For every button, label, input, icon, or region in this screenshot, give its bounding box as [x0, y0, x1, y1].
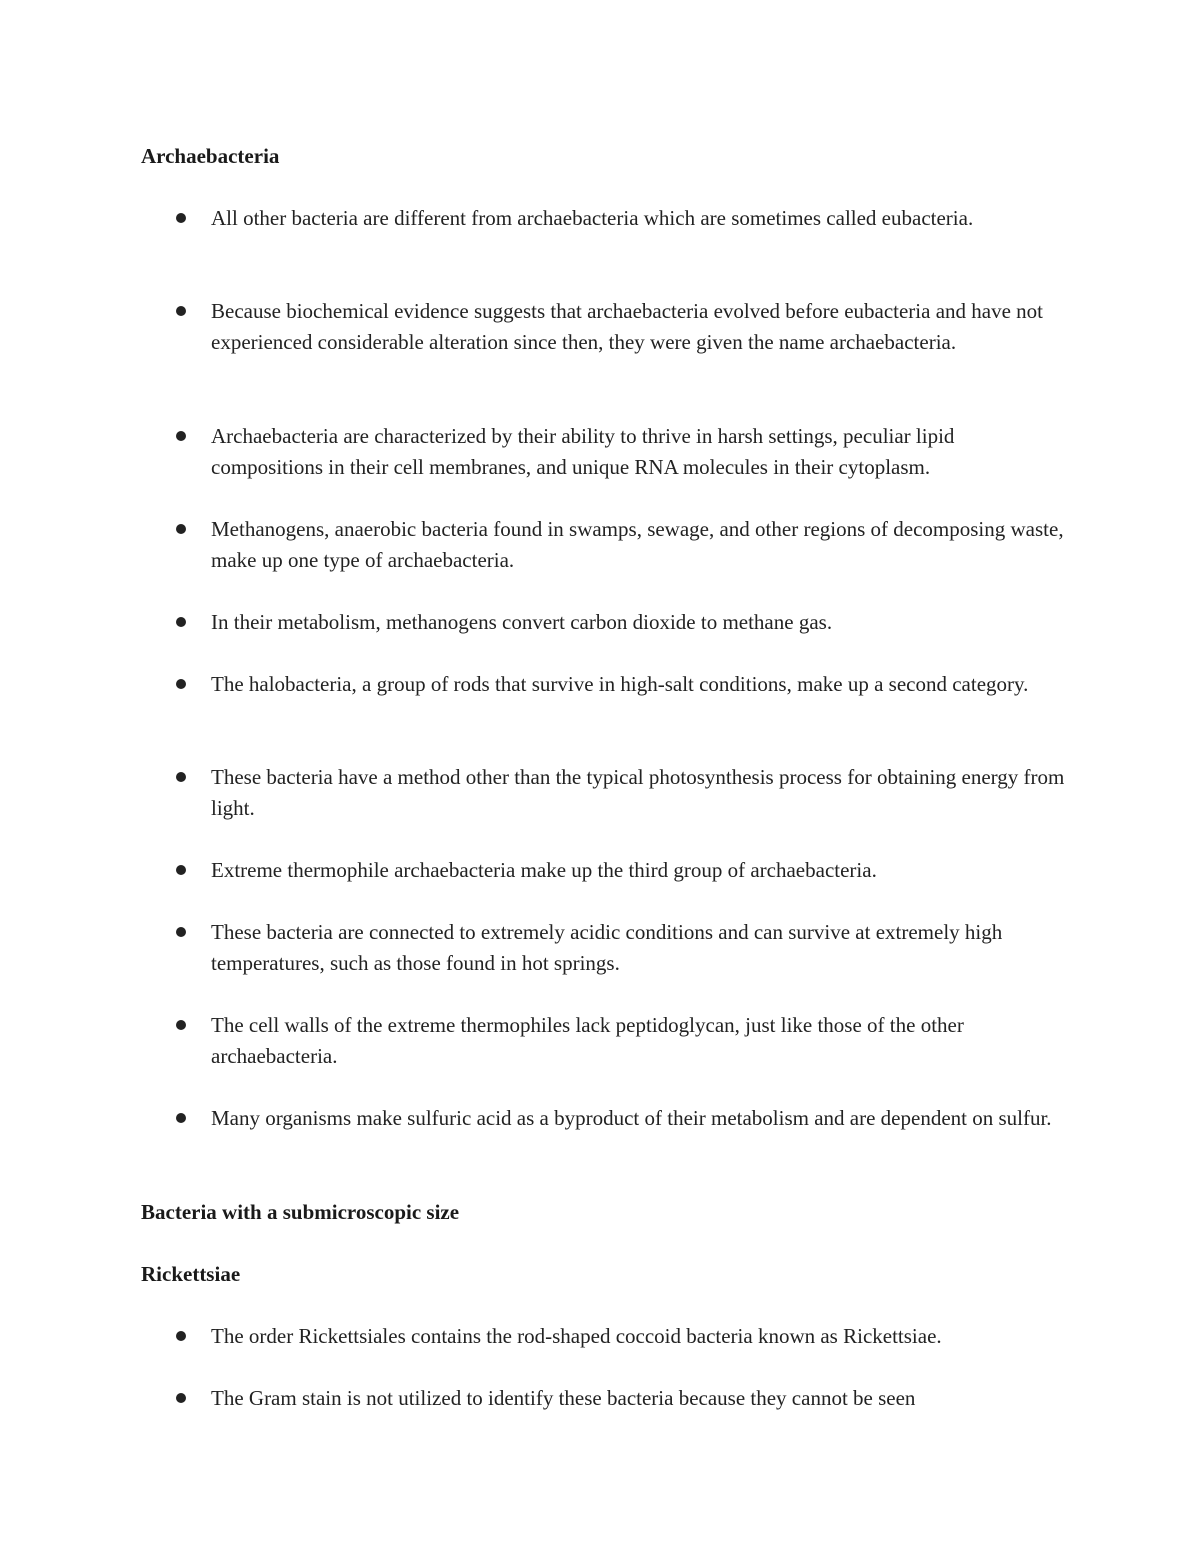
bullet-icon [176, 927, 186, 937]
list-item [141, 917, 1071, 979]
list-item-text: Extreme thermophile archaebacteria make up the third group of archaebacteria. [211, 858, 877, 882]
bullet-icon [176, 1020, 186, 1030]
bullet-icon [176, 524, 186, 534]
list-item-text: The Gram stain is not utilized to identify these bacteria because they cannot be seen [211, 1386, 916, 1410]
list-item-text: Many organisms make sulfuric acid as a byproduct of their metabolism and are dependent on sulfur. [211, 1106, 1052, 1130]
bullet-icon [176, 772, 186, 782]
list-item-text: The halobacteria, a group of rods that survive in high-salt conditions, make up a second category. [211, 672, 1029, 696]
list-item-text: The order Rickettsiales contains the rod-shaped coccoid bacteria known as Rickettsiae. [211, 1324, 942, 1348]
bullet-icon [176, 306, 186, 316]
list-item [141, 607, 1071, 638]
heading-rickettsiae: Rickettsiae [141, 1262, 241, 1286]
bullet-icon [176, 679, 186, 689]
list-item [141, 669, 1071, 700]
heading-archaebacteria: Archaebacteria [141, 144, 280, 168]
list-item-text: All other bacteria are different from archaebacteria which are sometimes called eubacteria. [211, 206, 974, 230]
list-item-text: These bacteria have a method other than the typical photosynthesis process for obtaining energy from light. [211, 765, 1065, 820]
list-item-text: Archaebacteria are characterized by their ability to thrive in harsh settings, peculiar lipid compositions in their cell membranes, and unique RNA molecules in their cytoplasm. [211, 424, 955, 479]
bullet-icon [176, 617, 186, 627]
bullet-icon [176, 1331, 186, 1341]
list-item [141, 1383, 1071, 1414]
list-item [141, 1321, 1071, 1352]
list-item-text: Because biochemical evidence suggests that archaebacteria evolved before eubacteria and have not experienced considerable alteration since then, they were given the name archaebacteria. [211, 299, 1044, 354]
list-item [141, 514, 1071, 576]
list-item-text: In their metabolism, methanogens convert carbon dioxide to methane gas. [211, 610, 833, 634]
list-item-text: The cell walls of the extreme thermophiles lack peptidoglycan, just like those of the other archaebacteria. [211, 1013, 964, 1068]
bullet-icon [176, 865, 186, 875]
list-item-text: Methanogens, anaerobic bacteria found in swamps, sewage, and other regions of decomposing waste, make up one type of archaebacteria. [211, 517, 1064, 572]
list-item [141, 855, 1071, 886]
bullet-icon [176, 1113, 186, 1123]
list-item [141, 1103, 1071, 1134]
list-item [141, 762, 1071, 824]
list-item [141, 296, 1071, 358]
bullet-icon [176, 1393, 186, 1403]
list-item [141, 203, 1071, 234]
list-item-text: These bacteria are connected to extremely acidic conditions and can survive at extremely high temperatures, such as those found in hot springs. [211, 920, 1003, 975]
bullet-icon [176, 431, 186, 441]
bullet-icon [176, 213, 186, 223]
list-item [141, 421, 1071, 483]
heading-submicroscopic-bacteria: Bacteria with a submicroscopic size [141, 1200, 460, 1224]
list-item [141, 1010, 1071, 1072]
